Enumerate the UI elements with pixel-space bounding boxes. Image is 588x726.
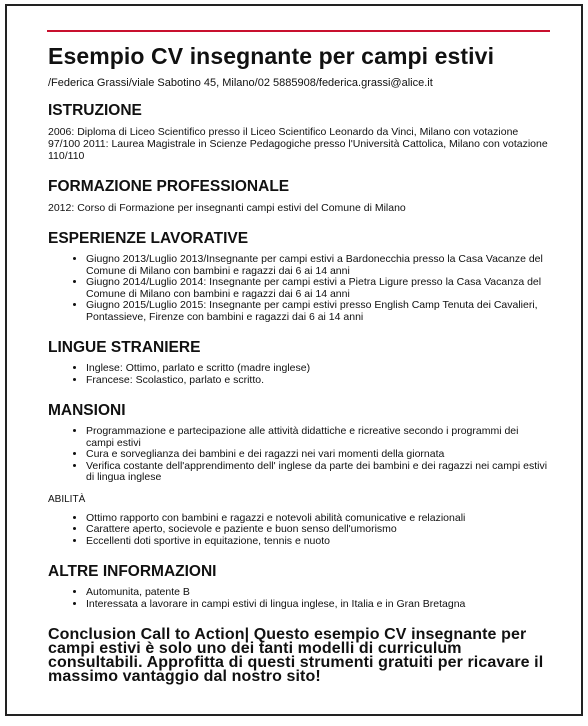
list-item: • Eccellenti doti sportive in equitazione, tennis e nuoto xyxy=(86,536,548,548)
section-heading-esperienze: ESPERIENZE LAVORATIVE xyxy=(48,230,249,247)
istruzione-text: 2006: Diploma di Liceo Scientifico presso il Liceo Scientifico Leonardo da Vinci, Milano con votazione 97/100 2011: Laurea Magistrale in Scienze Pedagogiche presso l'Università Cattolica, Milano con votazione 110/110 xyxy=(48,126,548,162)
section-heading-abilita: ABILITÀ xyxy=(48,493,86,505)
cv-title: Esempio CV insegnante per campi estivi xyxy=(48,43,495,69)
formazione-text: 2012: Corso di Formazione per insegnanti campi estivi del Comune di Milano xyxy=(48,202,406,214)
section-heading-lingue: LINGUE STRANIERE xyxy=(48,339,201,356)
altre-list xyxy=(48,587,548,610)
accent-rule xyxy=(47,30,550,32)
list-item: • Ottimo rapporto con bambini e ragazzi e notevoli abilità comunicative e relazionali xyxy=(86,513,548,525)
section-heading-istruzione: ISTRUZIONE xyxy=(48,102,142,119)
lingue-list xyxy=(48,363,548,386)
cv-content xyxy=(48,42,548,684)
section-heading-formazione: FORMAZIONE PROFESSIONALE xyxy=(48,178,290,195)
list-item: • Francese: Scolastico, parlato e scritto. xyxy=(86,375,548,387)
list-item: • Interessata a lavorare in campi estivi di lingua inglese, in Italia e in Gran Bretagna xyxy=(86,599,548,611)
list-item: • Inglese: Ottimo, parlato e scritto (madre inglese) xyxy=(86,363,548,375)
contact-line: /Federica Grassi/viale Sabotino 45, Milano/02 5885908/federica.grassi@alice.it xyxy=(48,77,433,89)
cv-document xyxy=(5,4,583,716)
mansioni-list xyxy=(48,426,548,484)
section-heading-mansioni: MANSIONI xyxy=(48,402,126,419)
list-item: • Giugno 2013/Luglio 2013/Insegnante per campi estivi a Bardonecchia presso la Casa Vacanze del Comune di Milano con bambini e ragazzi dai 6 ai 14 anni xyxy=(86,254,548,277)
list-item: • Giugno 2015/Luglio 2015: Insegnante per campi estivi presso English Camp Tenuta dei Cavalieri, Pontassieve, Firenze con bambini e ragazzi dai 6 ai 14 anni xyxy=(86,300,548,323)
call-to-action: Conclusion Call to Action| Questo esempio CV insegnante per campi estivi è solo uno dei tanti modelli di curriculum consultabili. Approfitta di questi strumenti gratuiti per ricavare il massimo vantaggio dal nostro sito! xyxy=(48,626,544,685)
abilita-list xyxy=(48,513,548,548)
list-item: • Carattere aperto, socievole e paziente e buon senso dell'umorismo xyxy=(86,524,548,536)
list-item: • Cura e sorveglianza dei bambini e dei ragazzi nei vari momenti della giornata xyxy=(86,449,548,461)
list-item: • Programmazione e partecipazione alle attività didattiche e ricreative secondo i programmi dei campi estivi xyxy=(86,426,548,449)
list-item: • Giugno 2014/Luglio 2014: Insegnante per campi estivi a Pietra Ligure presso la Casa Vacanza del Comune di Milano con bambini e ragazzi dai 6 ai 14 anni xyxy=(86,277,548,300)
list-item: • Automunita, patente B xyxy=(86,587,548,599)
esperienze-list xyxy=(48,254,548,323)
list-item: • Verifica costante dell'apprendimento dell' inglese da parte dei bambini e dei ragazzi nei campi estivi di lingua inglese xyxy=(86,461,548,484)
section-heading-altre: ALTRE INFORMAZIONI xyxy=(48,563,217,580)
